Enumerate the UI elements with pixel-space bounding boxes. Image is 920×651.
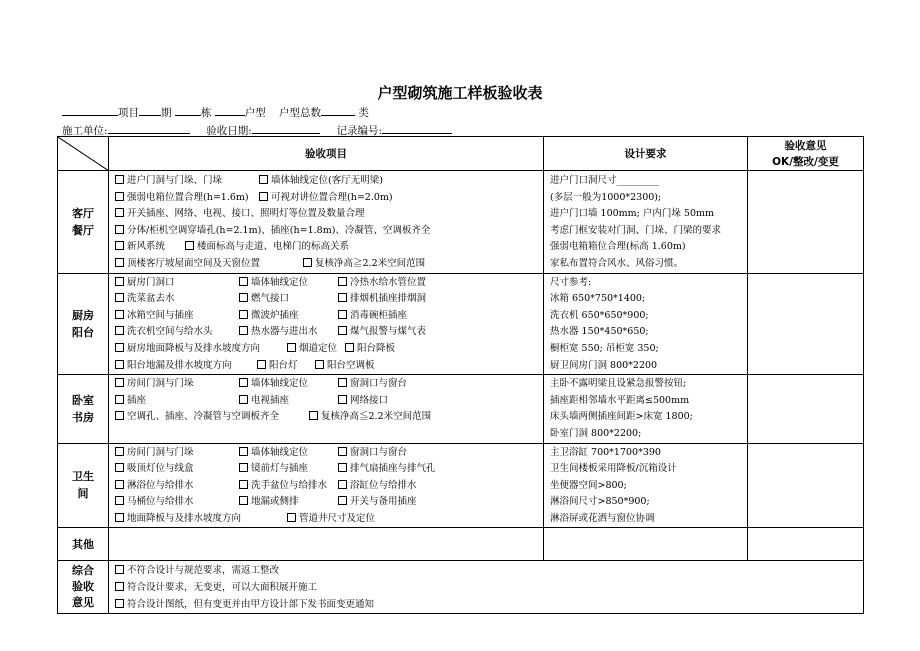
checkbox[interactable] (115, 513, 124, 522)
check-line (109, 426, 543, 443)
check-label: 厨房门洞口 (127, 276, 175, 288)
contractor-blank[interactable] (108, 122, 190, 134)
table-row-summary (58, 561, 864, 614)
checkbox[interactable] (239, 310, 248, 319)
check-label: 开关与备用插座 (350, 496, 417, 508)
check-label: 楼面标高与走道、电梯门的标高关系 (197, 241, 350, 253)
check-label: 墙体轴线定位 (251, 378, 309, 390)
checkbox[interactable] (259, 175, 268, 184)
check-label: 符合设计图纸，但有变更并由甲方设计部下发书面变更通知 (127, 598, 375, 610)
check-label: 插座 (127, 394, 147, 406)
date-blank[interactable] (252, 122, 320, 134)
checkbox[interactable] (115, 480, 124, 489)
check-label: 不符合设计与规范要求，需返工整改 (127, 565, 280, 577)
check-label: 煤气报警与煤气表 (350, 326, 427, 338)
check-line (109, 239, 543, 256)
check-line (109, 461, 543, 478)
checkbox[interactable] (115, 241, 124, 250)
building-label: 栋 (200, 107, 212, 119)
checkbox[interactable] (115, 599, 124, 608)
checkbox[interactable] (338, 395, 347, 404)
check-label: 阳台地漏及排水坡度方向 (127, 359, 232, 371)
check-label: 顶楼客厅坡屋面空间及天窗位置 (127, 257, 261, 269)
checkbox[interactable] (115, 258, 124, 267)
checkbox[interactable] (115, 582, 124, 591)
checkbox[interactable] (338, 480, 347, 489)
check-label: 复核净高≧2.2米空间范围 (315, 257, 426, 269)
checkbox[interactable] (303, 258, 312, 267)
req-line: 进户门口墙 100mm; 户内门垛 50mm (550, 208, 715, 220)
check-label: 网络接口 (350, 394, 389, 406)
req-line: 尺寸参考: (550, 276, 592, 288)
checkbox[interactable] (185, 241, 194, 250)
checkbox[interactable] (338, 326, 347, 335)
checkbox[interactable] (239, 326, 248, 335)
contractor-label: 施工单位: (62, 125, 108, 137)
req-line: 卧室门洞 800*2200; (550, 427, 642, 439)
check-line (109, 256, 543, 273)
table-row-other (58, 528, 864, 561)
req-line: 坐便器空间>800; (550, 479, 627, 491)
other-items-cell[interactable] (109, 528, 544, 561)
check-line (109, 409, 543, 426)
check-line (109, 173, 543, 190)
building-blank[interactable] (175, 104, 201, 116)
phase-blank[interactable] (139, 104, 161, 116)
items-cell (109, 375, 544, 443)
phase-label: 期 (161, 107, 172, 119)
checkbox[interactable] (338, 463, 347, 472)
check-line (109, 376, 543, 393)
check-label: 镜前灯与插座 (251, 463, 309, 475)
col-items-header: 验收项目 (109, 137, 544, 171)
check-label: 烟道定位 (299, 342, 338, 354)
header-line-project (62, 104, 369, 120)
check-label: 洗衣机空间与给水头 (127, 326, 213, 338)
project-label: 项目 (118, 107, 139, 119)
check-label: 强弱电箱位置合理(h=1.6m) (127, 191, 249, 203)
checkbox[interactable] (239, 277, 248, 286)
check-label: 洗手盆位与给排水 (251, 479, 328, 491)
check-line (109, 563, 863, 580)
row-label-line: 卫生 (72, 470, 94, 484)
check-label: 电视插座 (251, 394, 290, 406)
check-label: 阳台灯 (269, 359, 298, 371)
design-cell (544, 443, 748, 528)
design-cell (544, 171, 748, 274)
checkbox[interactable] (338, 378, 347, 387)
opinion-cell[interactable] (748, 171, 864, 274)
col-opinion-header (748, 137, 864, 171)
check-label: 符合设计要求，无变更，可以大面积展开施工 (127, 582, 318, 594)
checkbox[interactable] (338, 447, 347, 456)
checkbox[interactable] (239, 378, 248, 387)
check-label: 燃气接口 (251, 293, 290, 305)
req-line: 家私布置符合风水、风俗习惯。 (550, 257, 684, 269)
check-line (109, 597, 863, 614)
diagonal-line-icon (58, 137, 109, 171)
check-label: 排气扇插座与排气孔 (350, 463, 436, 475)
checkbox[interactable] (257, 360, 266, 369)
date-label: 验收日期: (206, 125, 252, 137)
record-label: 记录编号: (336, 125, 383, 137)
other-design-cell[interactable] (544, 528, 748, 561)
row-label-line: 书房 (72, 410, 94, 424)
design-cell (544, 273, 748, 375)
check-label: 洗菜盆去水 (127, 293, 175, 305)
check-label: 热水器与进出水 (251, 326, 318, 338)
check-label: 厨房地面降板与及排水坡度方向 (127, 342, 261, 354)
checkbox[interactable] (115, 447, 124, 456)
checkbox[interactable] (115, 565, 124, 574)
check-label: 排烟机插座排烟洞 (350, 293, 427, 305)
req-line: 洗衣机 650*650*900; (550, 309, 649, 321)
req-line: 热水器 150*450*650; (550, 326, 649, 338)
check-label: 墙体轴线定位 (251, 276, 309, 288)
page-title: 户型砌筑施工样板验收表 (377, 84, 543, 102)
check-label: 吸顶灯位与线盒 (127, 463, 194, 475)
checkbox[interactable] (315, 360, 324, 369)
check-label: 房间门洞与门垛 (127, 446, 194, 458)
check-label: 房间门洞与门垛 (127, 378, 194, 390)
checkbox[interactable] (239, 447, 248, 456)
items-cell (109, 443, 544, 528)
req-line: 主卧不露明梁且设紧急报警按钮; (550, 378, 687, 390)
check-label: 马桶位与给排水 (127, 496, 194, 508)
checkbox[interactable] (338, 277, 347, 286)
check-label: 微波炉插座 (251, 309, 299, 321)
req-line: 橱柜宽 550; 吊柜宽 350; (550, 342, 659, 354)
check-line (109, 324, 543, 341)
row-label-line: 餐厅 (72, 223, 94, 237)
opinion-cell[interactable] (748, 273, 864, 375)
summary-label-line: 综合 (72, 564, 94, 578)
check-label: 阳台空调板 (327, 359, 375, 371)
checkbox[interactable] (338, 496, 347, 505)
req-line: 插座距相邻墙水平距离≤500mm (550, 394, 690, 406)
acceptance-table (57, 136, 864, 614)
row-label-line: 客厅 (72, 206, 94, 220)
other-label: 其他 (58, 528, 109, 561)
checkbox[interactable] (239, 496, 248, 505)
total-blank[interactable] (321, 104, 355, 116)
check-line (109, 511, 543, 528)
checkbox[interactable] (115, 378, 124, 387)
total-label: 户型总数 (279, 107, 322, 119)
req-line: 强弱电箱箱位合理(标高 1.60m) (550, 241, 686, 253)
check-label: 地面降板与及排水坡度方向 (127, 512, 242, 524)
check-label: 地漏或侧排 (251, 496, 299, 508)
table-row (58, 443, 864, 528)
checkbox[interactable] (309, 411, 318, 420)
checkbox[interactable] (239, 463, 248, 472)
checkbox[interactable] (239, 395, 248, 404)
checkbox[interactable] (115, 496, 124, 505)
record-blank[interactable] (382, 122, 452, 134)
check-label: 冰箱空间与插座 (127, 309, 194, 321)
req-line: 厨卫间房门洞 800*2200 (550, 359, 658, 371)
summary-label-line: 意见 (72, 596, 94, 610)
class-label: 类 (358, 107, 369, 119)
check-label: 阳台降板 (357, 342, 396, 354)
checkbox[interactable] (115, 360, 124, 369)
row-label (58, 443, 109, 528)
table-row (58, 273, 864, 375)
checkbox[interactable] (338, 310, 347, 319)
row-label-line: 厨房 (72, 308, 94, 322)
col-design-header: 设计要求 (544, 137, 748, 171)
table-row (58, 171, 864, 274)
row-label-line: 卧室 (72, 393, 94, 407)
req-line: (多层一般为1000*2300); (550, 191, 662, 203)
req-line: 床头墙两侧插座间距>床宽 1800; (550, 411, 693, 423)
check-line (109, 223, 543, 240)
check-line (109, 206, 543, 223)
project-blank[interactable] (62, 104, 118, 116)
checkbox[interactable] (287, 513, 296, 522)
unit-type-label: 户型 (244, 107, 266, 119)
check-label: 管道井尺寸及定位 (299, 512, 376, 524)
check-label: 消毒碗柜插座 (350, 309, 408, 321)
row-label (58, 171, 109, 274)
checkbox[interactable] (115, 395, 124, 404)
check-label: 窗洞口与窗台 (350, 378, 408, 390)
check-label: 墙体轴线定位(客厅无明梁) (271, 175, 383, 186)
req-line: 淋浴屏或花洒与窗位协调 (550, 512, 655, 524)
checkbox[interactable] (115, 411, 124, 420)
summary-label-line: 验收 (72, 580, 94, 594)
check-line (109, 341, 543, 358)
opinion-header-line2: OK/整改/变更 (772, 155, 839, 168)
checkbox[interactable] (287, 343, 296, 352)
checkbox[interactable] (115, 343, 124, 352)
row-label-line: 间 (77, 487, 89, 501)
check-line (109, 494, 543, 511)
summary-cell (109, 561, 864, 614)
other-opinion-cell[interactable] (748, 528, 864, 561)
check-line (109, 580, 863, 597)
check-line (109, 393, 543, 410)
unit-type-blank[interactable] (215, 104, 245, 116)
check-line (109, 275, 543, 292)
check-label: 新风系统 (127, 241, 166, 253)
check-line (109, 445, 543, 462)
check-label: 开关插座、网络、电视、接口、照明灯等位置及数量合理 (127, 208, 365, 220)
items-cell (109, 171, 544, 274)
check-line (109, 190, 543, 207)
checkbox[interactable] (115, 225, 124, 234)
check-line (109, 308, 543, 325)
checkbox[interactable] (115, 310, 124, 319)
checkbox[interactable] (115, 463, 124, 472)
row-label (58, 375, 109, 443)
req-line: 考虑门框安装对门洞、门垛、门梁的要求 (550, 224, 722, 236)
checkbox[interactable] (239, 480, 248, 489)
summary-label (58, 561, 109, 614)
check-label: 进户门洞与门垛、门垛 (127, 175, 223, 186)
req-line: 淋浴间尺寸>850*900; (550, 496, 650, 508)
diagonal-header-cell (58, 137, 109, 171)
check-line (109, 478, 543, 495)
row-label-line: 阳台 (72, 325, 94, 339)
check-label: 冷热水给水管位置 (350, 276, 427, 288)
check-label: 分体/柜机空调穿墙孔(h=2.1m)、插座(h=1.8m)、冷凝管、空调板齐全 (127, 224, 431, 236)
opinion-cell[interactable] (748, 443, 864, 528)
req-line: 主卫浴缸 700*1700*390 (550, 446, 661, 458)
check-label: 浴缸位与给排水 (350, 479, 417, 491)
table-header-row (58, 137, 864, 171)
opinion-header-line1: 验收意见 (784, 139, 827, 152)
checkbox[interactable] (115, 175, 124, 184)
design-cell (544, 375, 748, 443)
opinion-cell[interactable] (748, 375, 864, 443)
checkbox[interactable] (115, 192, 124, 201)
items-cell (109, 273, 544, 375)
checkbox[interactable] (115, 208, 124, 217)
row-label (58, 273, 109, 375)
check-label: 窗洞口与窗台 (350, 446, 408, 458)
table-row (58, 375, 864, 443)
check-label: 空调孔、插座、冷凝管与空调板齐全 (127, 411, 280, 423)
check-label: 复核净高≦2.2米空间范围 (321, 411, 432, 423)
req-line: 卫生间楼板采用降板/沉箱设计 (550, 463, 677, 475)
check-line (109, 291, 543, 308)
checkbox[interactable] (338, 293, 347, 302)
checkbox[interactable] (115, 293, 124, 302)
check-label: 可视对讲位置合理(h=2.0m) (271, 191, 393, 203)
req-line: 冰箱 650*750*1400; (550, 293, 646, 305)
checkbox[interactable] (115, 326, 124, 335)
check-label: 墙体轴线定位 (251, 446, 309, 458)
check-line (109, 358, 543, 375)
checkbox[interactable] (345, 343, 354, 352)
checkbox[interactable] (239, 293, 248, 302)
checkbox[interactable] (115, 277, 124, 286)
req-line: 进户门口洞尺寸_________ (550, 175, 660, 186)
check-label: 淋浴位与给排水 (127, 479, 194, 491)
checkbox[interactable] (259, 192, 268, 201)
